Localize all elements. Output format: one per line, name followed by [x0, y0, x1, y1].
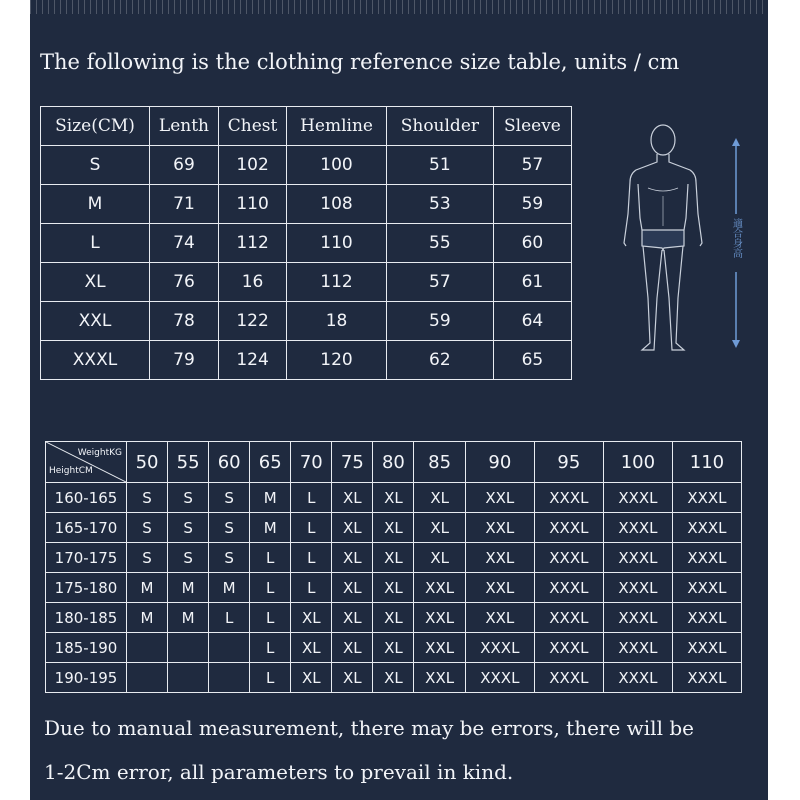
- measurement-cell: 78: [150, 302, 219, 341]
- recommended-size-cell: XXL: [465, 573, 534, 603]
- recommended-size-cell: S: [209, 483, 250, 513]
- measurement-cell: 102: [218, 146, 286, 185]
- height-range-cell: 165-170: [46, 513, 127, 543]
- recommended-size-cell: S: [127, 483, 168, 513]
- recommended-size-cell: XXXL: [465, 663, 534, 693]
- measurement-cell: 76: [150, 263, 219, 302]
- size-label-cell: XXXL: [41, 341, 150, 380]
- recommended-size-cell: XL: [332, 663, 373, 693]
- size-label-cell: L: [41, 224, 150, 263]
- recommended-size-cell: XL: [291, 633, 332, 663]
- measurement-cell: 62: [386, 341, 493, 380]
- recommended-size-cell: XXXL: [534, 663, 603, 693]
- recommended-size-cell: [209, 663, 250, 693]
- recommended-size-cell: XXL: [414, 633, 465, 663]
- disclaimer-line-1: Due to manual measurement, there may be errors, there will be: [44, 716, 694, 740]
- measurement-cell: 100: [287, 146, 387, 185]
- recommended-size-cell: XXL: [465, 483, 534, 513]
- recommended-size-cell: XXXL: [534, 543, 603, 573]
- recommended-size-cell: XL: [414, 513, 465, 543]
- recommended-size-cell: XXL: [465, 543, 534, 573]
- weight-header-cell: 85: [414, 442, 465, 483]
- weight-header-cell: 80: [373, 442, 414, 483]
- recommended-size-cell: XXXL: [465, 633, 534, 663]
- recommended-size-cell: S: [168, 513, 209, 543]
- size-table-header: Lenth: [150, 107, 219, 146]
- recommended-size-cell: S: [209, 513, 250, 543]
- measurement-cell: 61: [493, 263, 571, 302]
- recommended-size-cell: XXXL: [534, 603, 603, 633]
- weight-header-cell: 70: [291, 442, 332, 483]
- height-range-cell: 180-185: [46, 603, 127, 633]
- recommended-size-cell: M: [250, 513, 291, 543]
- ruler-decoration: [30, 0, 768, 14]
- measurement-cell: 122: [218, 302, 286, 341]
- recommended-size-cell: XL: [332, 573, 373, 603]
- recommended-size-cell: M: [127, 573, 168, 603]
- size-label-cell: S: [41, 146, 150, 185]
- size-table-body: [41, 146, 572, 380]
- recommended-size-cell: XL: [414, 483, 465, 513]
- size-chart-panel: [30, 0, 768, 800]
- weight-table-row: [46, 483, 742, 513]
- weight-table-row: [46, 663, 742, 693]
- measurement-cell: 112: [287, 263, 387, 302]
- measurement-cell: 108: [287, 185, 387, 224]
- height-range-cell: 175-180: [46, 573, 127, 603]
- measurement-cell: 69: [150, 146, 219, 185]
- recommended-size-cell: S: [209, 543, 250, 573]
- recommended-size-cell: L: [250, 603, 291, 633]
- measurement-cell: 57: [386, 263, 493, 302]
- recommended-size-cell: XXXL: [672, 543, 741, 573]
- measurement-cell: 112: [218, 224, 286, 263]
- size-table-row: [41, 185, 572, 224]
- recommended-size-cell: XL: [373, 513, 414, 543]
- weight-header-cell: 75: [332, 442, 373, 483]
- measurement-cell: 120: [287, 341, 387, 380]
- weight-header-cell: 90: [465, 442, 534, 483]
- recommended-size-cell: XL: [291, 603, 332, 633]
- recommended-size-cell: XXXL: [672, 663, 741, 693]
- recommended-size-cell: XXL: [465, 603, 534, 633]
- recommended-size-cell: XL: [373, 573, 414, 603]
- measurement-cell: 51: [386, 146, 493, 185]
- measurement-cell: 60: [493, 224, 571, 263]
- weight-header-cell: 95: [534, 442, 603, 483]
- size-table-header: Size(CM): [41, 107, 150, 146]
- recommended-size-cell: XXXL: [534, 573, 603, 603]
- recommended-size-cell: [168, 633, 209, 663]
- recommended-size-cell: XL: [332, 633, 373, 663]
- recommended-size-cell: XXXL: [534, 513, 603, 543]
- measurement-cell: 79: [150, 341, 219, 380]
- size-table-row: [41, 263, 572, 302]
- recommended-size-cell: XXL: [465, 513, 534, 543]
- measurement-cell: 71: [150, 185, 219, 224]
- recommended-size-cell: XL: [373, 663, 414, 693]
- recommended-size-cell: XXXL: [603, 603, 672, 633]
- measurement-cell: 53: [386, 185, 493, 224]
- recommended-size-cell: L: [250, 663, 291, 693]
- disclaimer-line-2: 1-2Cm error, all parameters to prevail in kind.: [44, 760, 514, 784]
- recommended-size-cell: S: [127, 513, 168, 543]
- recommended-size-cell: [127, 663, 168, 693]
- size-table-header-row: [41, 107, 572, 146]
- size-label-cell: M: [41, 185, 150, 224]
- height-range-cell: 185-190: [46, 633, 127, 663]
- recommended-size-cell: XXXL: [672, 633, 741, 663]
- recommended-size-cell: XL: [291, 663, 332, 693]
- measurement-cell: 57: [493, 146, 571, 185]
- recommended-size-cell: XXXL: [603, 483, 672, 513]
- recommended-size-cell: XL: [332, 483, 373, 513]
- recommended-size-cell: XXXL: [603, 663, 672, 693]
- recommended-size-cell: XL: [332, 603, 373, 633]
- recommended-size-cell: L: [250, 543, 291, 573]
- height-label: 適合身高: [730, 218, 742, 258]
- recommended-size-cell: M: [209, 573, 250, 603]
- page-title: The following is the clothing reference size table, units / cm: [40, 50, 680, 74]
- measurement-cell: 124: [218, 341, 286, 380]
- weight-table-body: [46, 483, 742, 693]
- recommended-size-cell: XXXL: [672, 573, 741, 603]
- height-range-cell: 160-165: [46, 483, 127, 513]
- recommended-size-cell: L: [291, 483, 332, 513]
- size-table-header: Hemline: [287, 107, 387, 146]
- recommended-size-cell: XL: [373, 483, 414, 513]
- size-table-row: [41, 302, 572, 341]
- recommended-size-cell: M: [168, 603, 209, 633]
- recommended-size-cell: XXL: [414, 603, 465, 633]
- recommended-size-cell: L: [291, 513, 332, 543]
- recommended-size-cell: XXXL: [603, 543, 672, 573]
- measurement-cell: 18: [287, 302, 387, 341]
- size-table-header: Sleeve: [493, 107, 571, 146]
- weight-header-cell: 65: [250, 442, 291, 483]
- recommended-size-cell: M: [168, 573, 209, 603]
- recommended-size-cell: L: [250, 573, 291, 603]
- recommended-size-cell: L: [291, 543, 332, 573]
- size-table-header: Shoulder: [386, 107, 493, 146]
- weight-header-row: [46, 442, 742, 483]
- recommended-size-cell: M: [127, 603, 168, 633]
- weight-table-row: [46, 603, 742, 633]
- recommended-size-cell: S: [168, 483, 209, 513]
- recommended-size-cell: S: [127, 543, 168, 573]
- measurement-cell: 59: [493, 185, 571, 224]
- recommended-size-cell: XXXL: [603, 513, 672, 543]
- recommended-size-cell: L: [250, 633, 291, 663]
- recommended-size-cell: [168, 663, 209, 693]
- recommended-size-cell: XXXL: [672, 513, 741, 543]
- table-corner: [46, 442, 127, 483]
- recommended-size-cell: XXXL: [603, 633, 672, 663]
- weight-header-cell: 50: [127, 442, 168, 483]
- corner-height-label: HeightCM: [49, 466, 93, 476]
- measurement-cell: 110: [218, 185, 286, 224]
- measurement-cell: 74: [150, 224, 219, 263]
- recommended-size-cell: XL: [373, 603, 414, 633]
- recommended-size-cell: M: [250, 483, 291, 513]
- measurement-cell: 16: [218, 263, 286, 302]
- recommended-size-cell: XXL: [414, 663, 465, 693]
- weight-table-row: [46, 573, 742, 603]
- measurement-cell: 64: [493, 302, 571, 341]
- recommended-size-cell: XXL: [414, 573, 465, 603]
- height-range-cell: 190-195: [46, 663, 127, 693]
- measurement-cell: 55: [386, 224, 493, 263]
- recommended-size-cell: L: [209, 603, 250, 633]
- size-table-row: [41, 146, 572, 185]
- recommended-size-cell: XL: [373, 633, 414, 663]
- weight-table-row: [46, 543, 742, 573]
- measurement-cell: 110: [287, 224, 387, 263]
- recommended-size-cell: S: [168, 543, 209, 573]
- recommended-size-cell: XXXL: [603, 573, 672, 603]
- weight-header-cell: 110: [672, 442, 741, 483]
- size-table: [40, 106, 572, 380]
- recommended-size-cell: XL: [414, 543, 465, 573]
- weight-height-table: [45, 441, 742, 693]
- size-table-row: [41, 341, 572, 380]
- corner-weight-label: WeightKG: [77, 448, 122, 458]
- size-label-cell: XL: [41, 263, 150, 302]
- weight-header-cell: 100: [603, 442, 672, 483]
- recommended-size-cell: [127, 633, 168, 663]
- recommended-size-cell: XXXL: [672, 603, 741, 633]
- size-table-row: [41, 224, 572, 263]
- recommended-size-cell: [209, 633, 250, 663]
- weight-table-row: [46, 633, 742, 663]
- size-table-header: Chest: [218, 107, 286, 146]
- recommended-size-cell: XL: [332, 513, 373, 543]
- weight-header-cell: 60: [209, 442, 250, 483]
- weight-header-cell: 55: [168, 442, 209, 483]
- size-label-cell: XXL: [41, 302, 150, 341]
- height-range-cell: 170-175: [46, 543, 127, 573]
- measurement-cell: 59: [386, 302, 493, 341]
- recommended-size-cell: XXXL: [672, 483, 741, 513]
- recommended-size-cell: XL: [332, 543, 373, 573]
- recommended-size-cell: XXXL: [534, 633, 603, 663]
- recommended-size-cell: XXXL: [534, 483, 603, 513]
- recommended-size-cell: XL: [373, 543, 414, 573]
- weight-table-row: [46, 513, 742, 543]
- measurement-cell: 65: [493, 341, 571, 380]
- recommended-size-cell: L: [291, 573, 332, 603]
- human-body-silhouette-icon: [588, 118, 748, 358]
